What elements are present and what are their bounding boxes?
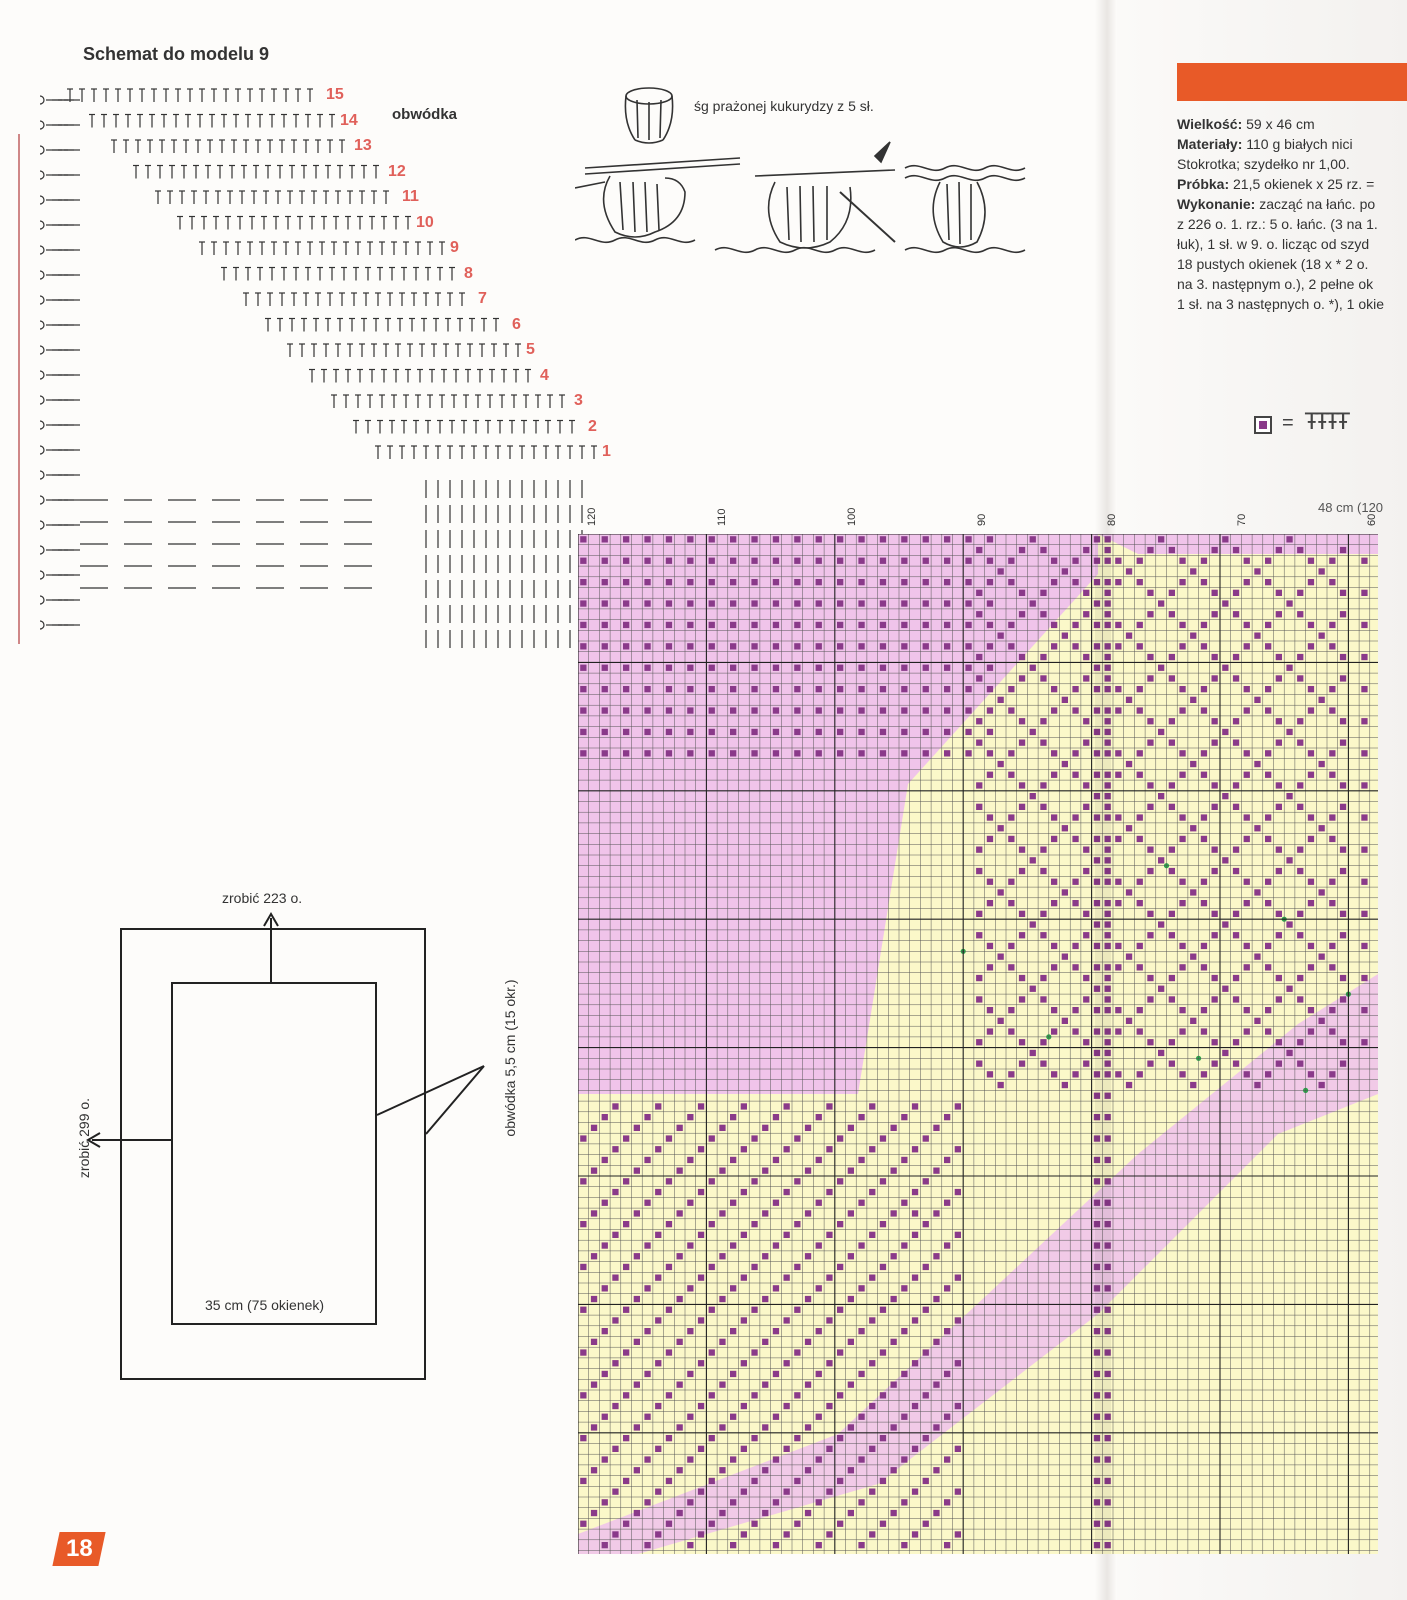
- chart-scale-label: 110: [716, 508, 728, 526]
- edging-row-number: 5: [526, 341, 535, 358]
- info-line6: łuk), 1 sł. w 9. o. licząc od szyd: [1177, 236, 1370, 252]
- chart-scale-label: 80: [1106, 513, 1118, 526]
- page-number-badge: [52, 1532, 105, 1566]
- edging-row-number: 14: [340, 111, 358, 129]
- materials-line2: Stokrotka; szydełko nr 1,00.: [1177, 156, 1350, 172]
- pattern-info: [1177, 114, 1407, 314]
- page-number: 18: [65, 1535, 93, 1562]
- header-bar: [1177, 63, 1407, 101]
- edging-row-number: 1: [602, 443, 611, 460]
- edging-row-number: 3: [574, 392, 583, 409]
- info-line7: 18 pustych okienek (18 x * 2 o.: [1177, 256, 1369, 272]
- edging-row-number: 4: [540, 366, 549, 384]
- popcorn-legend-text: śg prażonej kukurydzy z 5 sł.: [694, 98, 874, 114]
- edging-row-number: 13: [354, 137, 372, 154]
- edging-row-number: 9: [450, 239, 459, 256]
- chart-scale-label: 120: [586, 507, 598, 526]
- frame-right-label: obwódka 5,5 cm (15 okr.): [502, 979, 518, 1137]
- materials-value: 110 g białych nici: [1246, 136, 1353, 152]
- filet-chart: [578, 534, 1378, 1554]
- frame-top-label: zrobić 223 o.: [222, 890, 303, 906]
- sample-value: 21,5 okienek x 25 rz. =: [1233, 176, 1375, 192]
- size-label: Wielkość:: [1177, 116, 1243, 132]
- edging-label: obwódka: [392, 106, 458, 123]
- work-label: Wykonanie:: [1177, 196, 1256, 212]
- chart-scale-label: 90: [976, 513, 988, 526]
- legend-trebles: ŦŦŦŦ: [1305, 410, 1347, 435]
- legend-equals: =: [1282, 412, 1294, 434]
- edging-row-number: 10: [416, 213, 434, 231]
- edging-row-number: 2: [588, 417, 597, 435]
- edging-row-number: 12: [388, 162, 406, 180]
- materials-label: Materiały:: [1177, 136, 1243, 152]
- sample-label: Próbka:: [1177, 176, 1230, 192]
- edging-row-number: 8: [464, 264, 473, 282]
- edging-row-number: 11: [402, 188, 419, 205]
- edging-row-number: 15: [326, 86, 344, 103]
- info-line9: 1 sł. na 3 następnych o. *), 1 okie: [1177, 296, 1385, 312]
- chart-width-label: 48 cm (120: [1318, 500, 1384, 515]
- info-line8: na 3. następnym o.), 2 pełne ok: [1177, 276, 1374, 292]
- size-value: 59 x 46 cm: [1246, 116, 1315, 132]
- work-value: zacząć na łańc. po: [1259, 196, 1376, 212]
- chart-scale-label: 60: [1366, 513, 1378, 526]
- chart-scale-label: 70: [1236, 513, 1248, 526]
- filled-square-icon: [1254, 416, 1272, 434]
- frame-bottom-label: 35 cm (75 okienek): [205, 1297, 325, 1313]
- edging-row-number: 7: [478, 290, 487, 307]
- frame-left-label: zrobić 299 o.: [76, 1097, 92, 1179]
- info-line5: z 226 o. 1. rz.: 5 o. łańc. (3 na 1.: [1177, 216, 1378, 232]
- chart-scale-label: 100: [846, 507, 858, 526]
- page-title: Schemat do modelu 9: [83, 44, 270, 64]
- edging-row-number: 6: [512, 315, 521, 333]
